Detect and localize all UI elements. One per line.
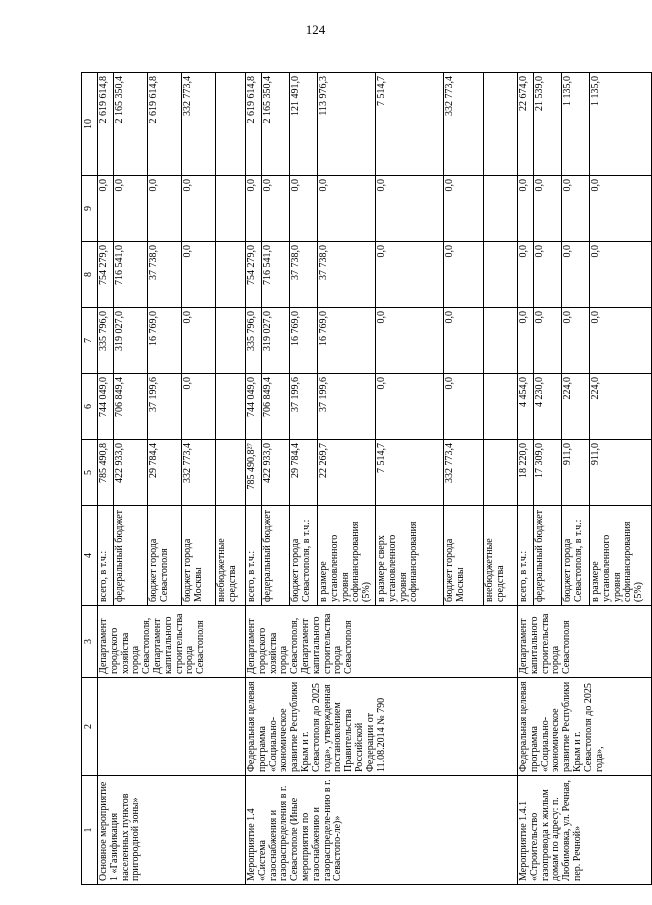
amount-cell: 121 491,0 (290, 73, 318, 176)
column-number: 2 (82, 678, 98, 776)
amount-cell: 0,0 (562, 242, 590, 308)
amount-cell: 0,0 (444, 374, 484, 440)
amount-cell: 744 049,0 (98, 374, 114, 440)
executor-name: Департамент капитального строительства города Севастополя (518, 606, 652, 678)
amount-cell: 2 165 350,4 (114, 73, 148, 176)
amount-cell: 0,0 (148, 176, 182, 242)
funding-source: всего, в т.ч.: (246, 506, 262, 606)
amount-cell: 785 490,8²⁷ (246, 440, 262, 506)
amount-cell: 0,0 (114, 176, 148, 242)
activity-name: Мероприятие 1.4.1 «Строительство газопровода к жилым домам по адресу: п. Любимовка, ул. Речная, пер. Речной» (518, 776, 652, 885)
amount-cell: 4 454,0 (518, 374, 534, 440)
amount-cell: 29 784,4 (290, 440, 318, 506)
amount-cell (216, 242, 246, 308)
amount-cell: 0,0 (534, 308, 562, 374)
amount-cell: 0,0 (182, 242, 216, 308)
amount-cell: 37 199,6 (148, 374, 182, 440)
amount-cell (216, 374, 246, 440)
amount-cell: 0,0 (444, 308, 484, 374)
amount-cell: 422 933,0 (114, 440, 148, 506)
amount-cell: 224,0 (590, 374, 652, 440)
amount-cell: 0,0 (262, 176, 290, 242)
amount-cell: 18 220,0 (518, 440, 534, 506)
amount-cell: 1 135,0 (562, 73, 590, 176)
amount-cell: 0,0 (444, 176, 484, 242)
amount-cell: 21 539,0 (534, 73, 562, 176)
amount-cell: 0,0 (562, 308, 590, 374)
amount-cell: 37 738,0 (148, 242, 182, 308)
amount-cell: 422 933,0 (262, 440, 290, 506)
amount-cell: 911,0 (562, 440, 590, 506)
amount-cell: 911,0 (590, 440, 652, 506)
executor-name: Департамент городского хозяйства города Севастополя, Департамент капитального строительства города Севастополя (98, 606, 246, 678)
header-row (82, 73, 98, 885)
funding-source: бюджет города Москвы (444, 506, 484, 606)
amount-cell: 0,0 (444, 242, 484, 308)
amount-cell: 319 027,0 (262, 308, 290, 374)
funding-source: всего, в т.ч.: (98, 506, 114, 606)
amount-cell: 0,0 (590, 308, 652, 374)
amount-cell: 22 674,0 (518, 73, 534, 176)
amount-cell: 37 199,6 (290, 374, 318, 440)
column-number: 7 (82, 308, 98, 374)
amount-cell: 37 199,6 (318, 374, 376, 440)
amount-cell: 22 269,7 (318, 440, 376, 506)
page-number: 124 (305, 22, 326, 37)
funding-source: внебюджетные средства (484, 506, 518, 606)
amount-cell: 224,0 (562, 374, 590, 440)
amount-cell: 335 796,0 (98, 308, 114, 374)
column-number: 3 (82, 606, 98, 678)
amount-cell: 744 049,0 (246, 374, 262, 440)
amount-cell: 0,0 (562, 176, 590, 242)
activity-name: Мероприятие 1.4 «Система газоснабжения и газораспределения в г. Севастополе (Иные мероприятия по газоснабжению и газораспределе-нию в г. Севастопо-ле)» (246, 776, 518, 885)
amount-cell: 0,0 (590, 242, 652, 308)
amount-cell: 706 849,4 (262, 374, 290, 440)
program-name (98, 678, 246, 776)
amount-cell: 113 976,3 (318, 73, 376, 176)
amount-cell (484, 176, 518, 242)
amount-cell: 332 773,4 (182, 440, 216, 506)
amount-cell (484, 308, 518, 374)
executor-name: Департамент городского хозяйства города Севастополя, Департамент капитального строительства города Севастополя (246, 606, 518, 678)
amount-cell (484, 440, 518, 506)
column-number: 9 (82, 176, 98, 242)
amount-cell: 0,0 (376, 374, 444, 440)
activity-name: Основное мероприятие 1 «Газификация населенных пунктов пригородной зоны» (98, 776, 246, 885)
amount-cell: 0,0 (376, 308, 444, 374)
table-row (98, 73, 114, 885)
amount-cell: 0,0 (376, 176, 444, 242)
amount-cell: 2 619 614,8 (98, 73, 114, 176)
amount-cell: 16 769,0 (318, 308, 376, 374)
funding-source: бюджет города Севастополя, в т.ч.: (562, 506, 590, 606)
amount-cell: 29 784,4 (148, 440, 182, 506)
amount-cell (484, 374, 518, 440)
column-number: 8 (82, 242, 98, 308)
funding-source: федеральный бюджет (262, 506, 290, 606)
funding-source: внебюджетные средства (216, 506, 246, 606)
amount-cell: 7 514,7 (376, 440, 444, 506)
amount-cell (216, 308, 246, 374)
amount-cell: 332 773,4 (182, 73, 216, 176)
funding-source: федеральный бюджет (534, 506, 562, 606)
program-name: Федеральная целевая программа «Социально-экономическое развитие Республики Крым и г. Севастополя до 2025 года», (518, 678, 652, 776)
amount-cell: 37 738,0 (318, 242, 376, 308)
amount-cell: 0,0 (98, 176, 114, 242)
amount-cell: 0,0 (518, 176, 534, 242)
amount-cell: 0,0 (518, 242, 534, 308)
column-number: 6 (82, 374, 98, 440)
amount-cell (484, 242, 518, 308)
amount-cell (216, 176, 246, 242)
amount-cell: 0,0 (182, 176, 216, 242)
funding-source: в размере сверх установленного уровня софинансирования (376, 506, 444, 606)
table-row (518, 73, 534, 885)
amount-cell: 4 230,0 (534, 374, 562, 440)
amount-cell: 0,0 (534, 176, 562, 242)
budget-table (81, 72, 652, 885)
amount-cell: 332 773,4 (444, 73, 484, 176)
amount-cell: 716 541,0 (262, 242, 290, 308)
amount-cell: 0,0 (534, 242, 562, 308)
amount-cell: 16 769,0 (148, 308, 182, 374)
amount-cell (484, 73, 518, 176)
amount-cell: 706 849,4 (114, 374, 148, 440)
amount-cell: 332 773,4 (444, 440, 484, 506)
amount-cell: 0,0 (518, 308, 534, 374)
funding-source: бюджет города Севастополя (148, 506, 182, 606)
amount-cell (216, 73, 246, 176)
amount-cell: 1 135,0 (590, 73, 652, 176)
amount-cell: 754 279,0 (246, 242, 262, 308)
amount-cell: 0,0 (376, 242, 444, 308)
column-number: 1 (82, 776, 98, 885)
amount-cell (216, 440, 246, 506)
amount-cell: 16 769,0 (290, 308, 318, 374)
funding-source: в размере установленного уровня софинансирования (5%) (318, 506, 376, 606)
table-row (246, 73, 262, 885)
amount-cell: 2 619 614,8 (246, 73, 262, 176)
amount-cell: 0,0 (590, 176, 652, 242)
funding-source: в размере установленного уровня софинансирования (5%) (590, 506, 652, 606)
column-number: 10 (82, 73, 98, 176)
funding-source: бюджет города Москвы (182, 506, 216, 606)
amount-cell: 754 279,0 (98, 242, 114, 308)
amount-cell: 716 541,0 (114, 242, 148, 308)
funding-source: бюджет города Севастополя, в т.ч.: (290, 506, 318, 606)
program-name: Федеральная целевая программа «Социально-экономическое развитие Республики Крым и г. Севастополя до 2025 года», утвержденная постановлением Правительства Российской Федерации от 11.08.2014 № 790 (246, 678, 518, 776)
amount-cell: 335 796,0 (246, 308, 262, 374)
column-number: 5 (82, 440, 98, 506)
amount-cell: 0,0 (182, 374, 216, 440)
amount-cell: 2 165 350,4 (262, 73, 290, 176)
amount-cell: 2 619 614,8 (148, 73, 182, 176)
amount-cell: 7 514,7 (376, 73, 444, 176)
amount-cell: 785 490,8 (98, 440, 114, 506)
funding-source: федеральный бюджет (114, 506, 148, 606)
amount-cell: 0,0 (182, 308, 216, 374)
amount-cell: 319 027,0 (114, 308, 148, 374)
amount-cell: 0,0 (318, 176, 376, 242)
amount-cell: 17 309,0 (534, 440, 562, 506)
rotated-table-container (81, 73, 645, 885)
amount-cell: 37 738,0 (290, 242, 318, 308)
funding-source: всего, в т.ч.: (518, 506, 534, 606)
amount-cell: 0,0 (290, 176, 318, 242)
amount-cell: 0,0 (246, 176, 262, 242)
column-number: 4 (82, 506, 98, 606)
